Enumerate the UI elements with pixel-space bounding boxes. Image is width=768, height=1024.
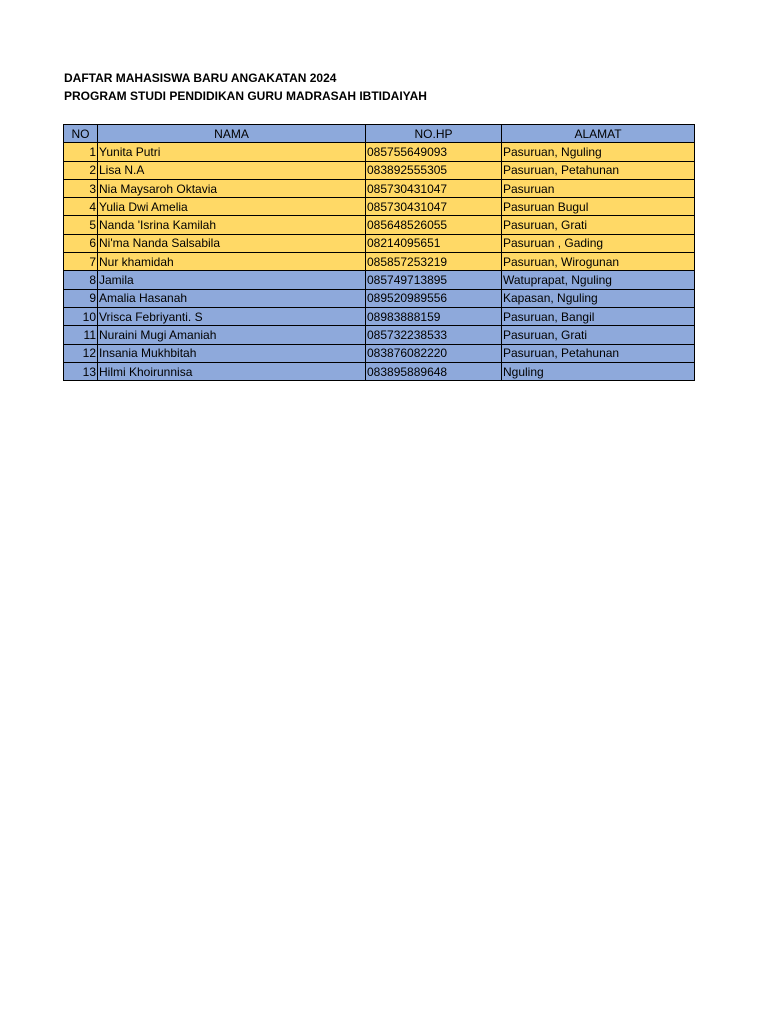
- cell-no-hp: 083892555305: [366, 161, 502, 179]
- cell-no-hp: 085749713895: [366, 271, 502, 289]
- cell-no-hp: 085755649093: [366, 143, 502, 161]
- cell-alamat: Kapasan, Nguling: [502, 289, 695, 307]
- title-line-2: PROGRAM STUDI PENDIDIKAN GURU MADRASAH IBTIDAIYAH: [64, 89, 427, 103]
- cell-no: 10: [64, 307, 98, 325]
- cell-alamat: Pasuruan, Bangil: [502, 307, 695, 325]
- table-row: [64, 253, 695, 271]
- table-row: [64, 143, 695, 161]
- cell-no: 8: [64, 271, 98, 289]
- cell-no: 7: [64, 253, 98, 271]
- cell-nama: Ni'ma Nanda Salsabila: [98, 234, 366, 252]
- cell-no: 4: [64, 198, 98, 216]
- cell-no-hp: 085732238533: [366, 326, 502, 344]
- cell-nama: Nur khamidah: [98, 253, 366, 271]
- table-row: [64, 289, 695, 307]
- cell-alamat: Pasuruan, Petahunan: [502, 344, 695, 362]
- cell-nama: Lisa N.A: [98, 161, 366, 179]
- cell-no: 1: [64, 143, 98, 161]
- cell-no-hp: 083876082220: [366, 344, 502, 362]
- cell-no: 12: [64, 344, 98, 362]
- cell-nama: Hilmi Khoirunnisa: [98, 362, 366, 380]
- cell-no-hp: 085857253219: [366, 253, 502, 271]
- header-no-hp: NO.HP: [366, 125, 502, 143]
- cell-no: 2: [64, 161, 98, 179]
- title-line-1: DAFTAR MAHASISWA BARU ANGAKATAN 2024: [64, 71, 337, 85]
- table-row: [64, 344, 695, 362]
- table-row: [64, 234, 695, 252]
- cell-nama: Insania Mukhbitah: [98, 344, 366, 362]
- header-no: NO: [64, 125, 98, 143]
- student-table: [63, 124, 695, 381]
- cell-nama: Yulia Dwi Amelia: [98, 198, 366, 216]
- cell-no-hp: 08983888159: [366, 307, 502, 325]
- cell-no: 6: [64, 234, 98, 252]
- cell-nama: Vrisca Febriyanti. S: [98, 307, 366, 325]
- cell-alamat: Pasuruan: [502, 179, 695, 197]
- cell-no-hp: 08214095651: [366, 234, 502, 252]
- cell-nama: Amalia Hasanah: [98, 289, 366, 307]
- table-header-row: [64, 125, 695, 143]
- cell-alamat: Pasuruan, Grati: [502, 326, 695, 344]
- table-row: [64, 326, 695, 344]
- table-row: [64, 198, 695, 216]
- cell-alamat: Pasuruan, Wirogunan: [502, 253, 695, 271]
- cell-no: 5: [64, 216, 98, 234]
- cell-nama: Nanda 'Isrina Kamilah: [98, 216, 366, 234]
- cell-no-hp: 085730431047: [366, 198, 502, 216]
- cell-no-hp: 085730431047: [366, 179, 502, 197]
- cell-no: 3: [64, 179, 98, 197]
- cell-alamat: Pasuruan Bugul: [502, 198, 695, 216]
- cell-alamat: Watuprapat, Nguling: [502, 271, 695, 289]
- table-row: [64, 216, 695, 234]
- cell-no-hp: 085648526055: [366, 216, 502, 234]
- cell-alamat: Pasuruan , Gading: [502, 234, 695, 252]
- cell-alamat: Pasuruan, Nguling: [502, 143, 695, 161]
- table-row: [64, 161, 695, 179]
- cell-nama: Nuraini Mugi Amaniah: [98, 326, 366, 344]
- cell-alamat: Nguling: [502, 362, 695, 380]
- cell-no-hp: 089520989556: [366, 289, 502, 307]
- cell-alamat: Pasuruan, Grati: [502, 216, 695, 234]
- table-row: [64, 362, 695, 380]
- cell-no: 13: [64, 362, 98, 380]
- header-nama: NAMA: [98, 125, 366, 143]
- cell-nama: Jamila: [98, 271, 366, 289]
- cell-no: 9: [64, 289, 98, 307]
- cell-nama: Yunita Putri: [98, 143, 366, 161]
- table-row: [64, 179, 695, 197]
- table-body: [64, 143, 695, 381]
- cell-nama: Nia Maysaroh Oktavia: [98, 179, 366, 197]
- table-row: [64, 271, 695, 289]
- header-alamat: ALAMAT: [502, 125, 695, 143]
- cell-no: 11: [64, 326, 98, 344]
- table-row: [64, 307, 695, 325]
- document-title: [64, 69, 427, 105]
- cell-no-hp: 083895889648: [366, 362, 502, 380]
- cell-alamat: Pasuruan, Petahunan: [502, 161, 695, 179]
